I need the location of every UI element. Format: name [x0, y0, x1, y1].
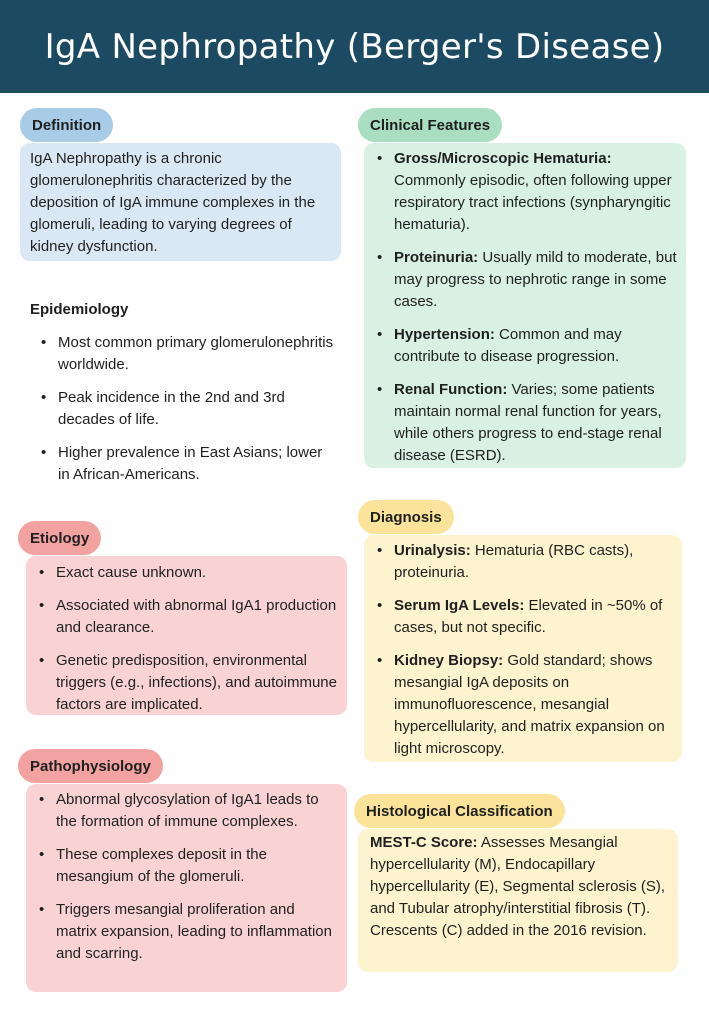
- histology-text: Assesses Mesangial hypercellularity (M), Endocapillary hypercellularity (E), Segmental sclerosis (S), and Tubular atrophy/interstitial fibrosis (T). Crescents (C) added in the 2016 revision.: [370, 834, 666, 939]
- etiology-heading: [18, 521, 101, 555]
- epidemiology-list: [24, 332, 346, 486]
- pathophysiology-box: [26, 784, 347, 992]
- etiology-item: • Associated with abnormal IgA1 production and clearance.: [32, 595, 339, 639]
- histology-term: MEST-C Score:: [370, 834, 478, 851]
- definition-heading: [20, 108, 113, 142]
- epidemiology-heading: Epidemiology: [30, 301, 129, 318]
- clinical-term: Hypertension:: [394, 326, 495, 343]
- diagnosis-heading-label: Diagnosis: [370, 508, 442, 526]
- diagnosis-box: [364, 535, 682, 762]
- clinical-box: [364, 143, 686, 468]
- definition-text: IgA Nephropathy is a chronic glomerulonephritis characterized by the deposition of IgA immune complexes in the glomeruli, leading to varying degrees of kidney dysfunction.: [30, 150, 316, 255]
- diagnosis-text: Elevated in ~50% of cases, but not specific.: [394, 597, 663, 636]
- etiology-item: • Exact cause unknown.: [32, 562, 339, 584]
- etiology-item: • Genetic predisposition, environmental triggers (e.g., infections), and autoimmune factors are implicated.: [32, 650, 339, 716]
- epidemiology-item: • Higher prevalence in East Asians; lower in African-Americans.: [34, 442, 336, 486]
- epidemiology-item: • Most common primary glomerulonephritis worldwide.: [34, 332, 336, 376]
- clinical-term: Renal Function:: [394, 381, 508, 398]
- histology-text-block: [370, 832, 668, 942]
- diagnosis-text: Hematuria (RBC casts), proteinuria.: [394, 542, 634, 581]
- clinical-text: Common and may contribute to disease progression.: [394, 326, 622, 365]
- clinical-item: [370, 324, 678, 368]
- clinical-heading-label: Clinical Features: [370, 116, 491, 134]
- epidemiology-item: • Peak incidence in the 2nd and 3rd decades of life.: [34, 387, 336, 431]
- diagnosis-text: Gold standard; shows mesangial IgA deposits on immunofluorescence, mesangial hypercellularity, and matrix expansion on light microscopy.: [394, 652, 665, 757]
- pathophysiology-item: • Abnormal glycosylation of IgA1 leads to the formation of immune complexes.: [32, 789, 339, 833]
- pathophysiology-heading-label: Pathophysiology: [30, 757, 151, 775]
- diagnosis-term: Serum IgA Levels:: [394, 597, 525, 614]
- clinical-text: Commonly episodic, often following upper respiratory tract infections (synpharyngitic hematuria).: [394, 172, 672, 233]
- diagnosis-term: Urinalysis:: [394, 542, 471, 559]
- etiology-box: [26, 556, 347, 715]
- histology-box: [358, 829, 678, 972]
- diagnosis-term: Kidney Biopsy:: [394, 652, 504, 669]
- diagnosis-item: [370, 595, 674, 639]
- clinical-heading: [358, 108, 502, 142]
- etiology-heading-label: Etiology: [30, 529, 90, 547]
- clinical-item: [370, 247, 678, 313]
- histology-heading: [354, 794, 565, 828]
- histology-heading-label: Histological Classification: [366, 802, 553, 820]
- diagnosis-item: [370, 650, 674, 760]
- definition-box: [20, 143, 341, 261]
- definition-heading-label: Definition: [32, 116, 102, 134]
- clinical-item: [370, 379, 678, 467]
- pathophysiology-item: • These complexes deposit in the mesangium of the glomeruli.: [32, 844, 339, 888]
- pathophysiology-item: • Triggers mesangial proliferation and matrix expansion, leading to inflammation and scarring.: [32, 899, 339, 965]
- diagnosis-item: [370, 540, 674, 584]
- clinical-text: Varies; some patients maintain normal renal function for years, while others progress to end-stage renal disease (ESRD).: [394, 381, 662, 464]
- clinical-term: Gross/Microscopic Hematuria:: [394, 150, 612, 167]
- clinical-item: [370, 148, 678, 236]
- page-title: IgA Nephropathy (Berger's Disease): [44, 26, 665, 67]
- diagnosis-heading: [358, 500, 454, 534]
- page-header: [0, 0, 709, 93]
- clinical-term: Proteinuria:: [394, 249, 479, 266]
- pathophysiology-heading: [18, 749, 163, 783]
- clinical-text: Usually mild to moderate, but may progress to nephrotic range in some cases.: [394, 249, 677, 310]
